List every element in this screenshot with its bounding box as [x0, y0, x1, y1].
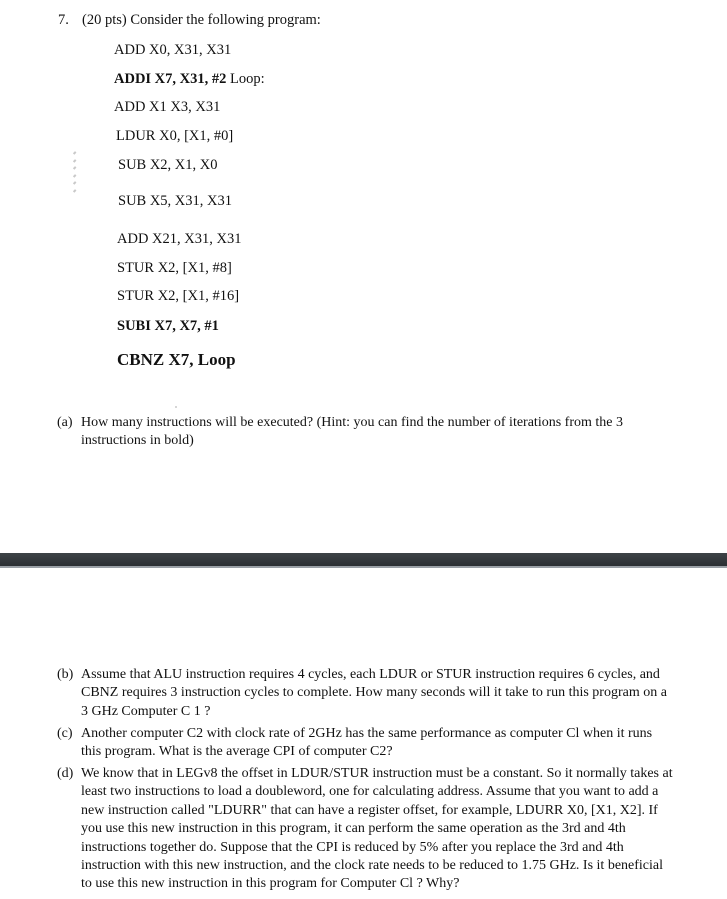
code-line-6: SUB X5, X31, X31	[118, 193, 232, 209]
part-a-label: (a)	[57, 415, 73, 430]
code-line-3: ADD X1 X3, X31	[114, 99, 221, 115]
code-line-4: LDUR X0, [X1, #0]	[116, 128, 234, 144]
part-d-text: We know that in LEGv8 the offset in LDUR/STUR instruction must be a constant. So it normally takes at least two instructions to load a doubleword, one for calculating address. Assume that you want to add a new instruction called "LDURR" that can have a register offset, for example, LDURR X0, [X1, X2]. If you use this new instruction in this program, it can perform the same operation as the 3rd and 4th instructions together do. Suppose that the CPI is reduced by 5% after you replace the 3rd and 4th instruction with this new instruction, and the clock rate needs to be reduced to 1.75 GHz. Is it beneficial to use this new instruction in this program for Computer Cl ? Why?	[81, 766, 673, 892]
code-line-1: ADD X0, X31, X31	[114, 42, 232, 58]
part-b-label: (b)	[57, 667, 74, 682]
code-line-10: SUBI X7, X7, #1	[117, 318, 219, 334]
code-line-9: STUR X2, [X1, #16]	[117, 288, 240, 304]
part-c-label: (c)	[57, 726, 73, 741]
page-divider	[0, 553, 727, 566]
page-divider-edge	[0, 566, 727, 568]
scan-marks	[73, 152, 79, 207]
code-line-5: SUB X2, X1, X0	[118, 157, 218, 173]
code-line-11: CBNZ X7, Loop	[117, 350, 236, 369]
question-title: (20 pts) Consider the following program:	[82, 12, 321, 28]
part-c-text: Another computer C2 with clock rate of 2GHz has the same performance as computer Cl when it runs this program. What is the average CPI of computer C2?	[81, 726, 653, 760]
code-line-2-instruction: ADDI X7, X31, #2	[114, 71, 227, 87]
part-b-text: Assume that ALU instruction requires 4 cycles, each LDUR or STUR instruction requires 6 cycles, and CBNZ requires 3 instruction cycles to complete. How many seconds will it take to run this program on a 3 GHz Computer C 1 ?	[81, 667, 667, 719]
code-line-8: STUR X2, [X1, #8]	[117, 260, 232, 276]
scan-dot	[175, 406, 177, 408]
part-d-label: (d)	[57, 766, 74, 781]
part-a-text: How many instructions will be executed? (Hint: you can find the number of iterations from the 3 instructions in bold)	[81, 415, 623, 449]
code-line-2	[114, 71, 265, 88]
question-header	[58, 12, 321, 29]
code-line-7: ADD X21, X31, X31	[117, 231, 242, 247]
loop-label: Loop:	[230, 71, 265, 87]
question-number: 7.	[58, 12, 69, 28]
